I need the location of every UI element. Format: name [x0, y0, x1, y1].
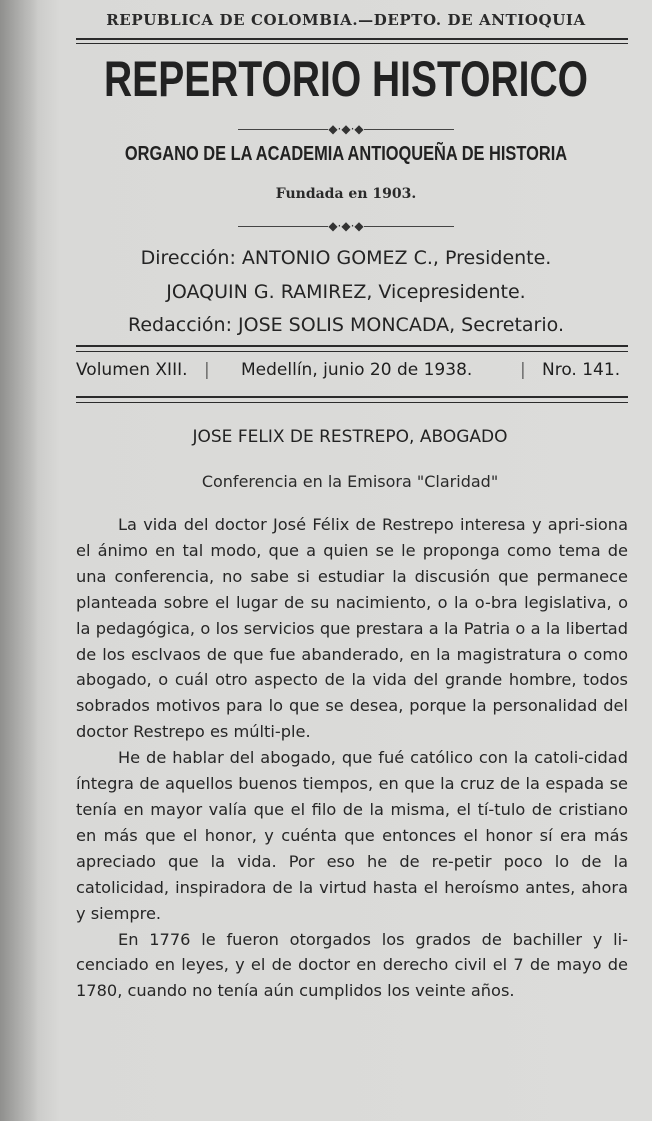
issue-separator: | — [520, 360, 526, 380]
issue-number: Nro. 141. — [542, 360, 621, 380]
staff-vicepresident: JOAQUIN G. RAMIREZ, Vicepresidente. — [166, 281, 526, 303]
binding-shadow — [0, 0, 38, 1121]
header-rule-top — [76, 38, 628, 40]
issue-info-bar — [76, 360, 628, 384]
issue-rule-bottom-thin — [76, 402, 628, 403]
founding-note: Fundada en 1903. — [275, 186, 417, 202]
header-rule-top-thin — [76, 43, 628, 44]
issue-place-date: Medellín, junio 20 de 1938. — [241, 360, 473, 380]
ornament-divider: ◆·◆·◆ — [0, 219, 652, 233]
issue-separator: | — [204, 360, 210, 380]
article-body — [76, 512, 628, 1004]
article-title: JOSE FELIX DE RESTREPO, ABOGADO — [192, 427, 508, 447]
issue-rule-top-thin — [76, 351, 628, 352]
ornament-divider: ◆·◆·◆ — [0, 122, 652, 136]
article-paragraph: La vida del doctor José Félix de Restrepo interesa y apri-siona el ánimo en tal modo, que a quien se le proponga como tema de una conferencia, no sabe si estudiar la discusión que permanece planteada sobre el lugar de su nacimiento, o la o-bra legislativa, o la pedagógica, o los servicios que prestara a la Patria o a la libertad de los esclvaos de que fue abanderado, en la magistratura o como abogado, o cuál otro aspecto de la vida del grande hombre, todos sobrados motivos para lo que se desea, porque la personalidad del doctor Restrepo es múlti-ple. — [76, 515, 628, 742]
staff-editor: Redacción: JOSE SOLIS MONCADA, Secretario. — [128, 314, 564, 336]
journal-subtitle: ORGANO DE LA ACADEMIA ANTIOQUEÑA DE HISTORIA — [124, 143, 568, 165]
volume-label: Volumen XIII. — [76, 360, 188, 380]
issue-rule-top — [76, 345, 628, 347]
article-paragraph: He de hablar del abogado, que fué católico con la catoli-cidad íntegra de aquellos buenos tiempos, en que la cruz de la espada se tenía en mayor valía que el filo de la misma, el tí-tulo de cristiano en más que el honor, y cuénta que entonces el honor sí era más apreciado que la vida. Por eso he de re-petir poco lo de la catolicidad, inspiradora de la virtud hasta el heroísmo antes, ahora y siempre. — [76, 748, 628, 923]
issue-rule-bottom — [76, 396, 628, 398]
publication-country-header: REPUBLICA DE COLOMBIA.—DEPTO. DE ANTIOQUIA — [106, 11, 586, 29]
staff-director: Dirección: ANTONIO GOMEZ C., Presidente. — [140, 247, 552, 269]
article-subtitle: Conferencia en la Emisora "Claridad" — [201, 472, 499, 491]
journal-title: REPERTORIO HISTORICO — [104, 51, 588, 107]
article-paragraph: En 1776 le fueron otorgados los grados de bachiller y li-cenciado en leyes, y el de doctor en derecho civil el 7 de mayo de 1780, cuando no tenía aún cumplidos los veinte años. — [76, 929, 628, 1001]
